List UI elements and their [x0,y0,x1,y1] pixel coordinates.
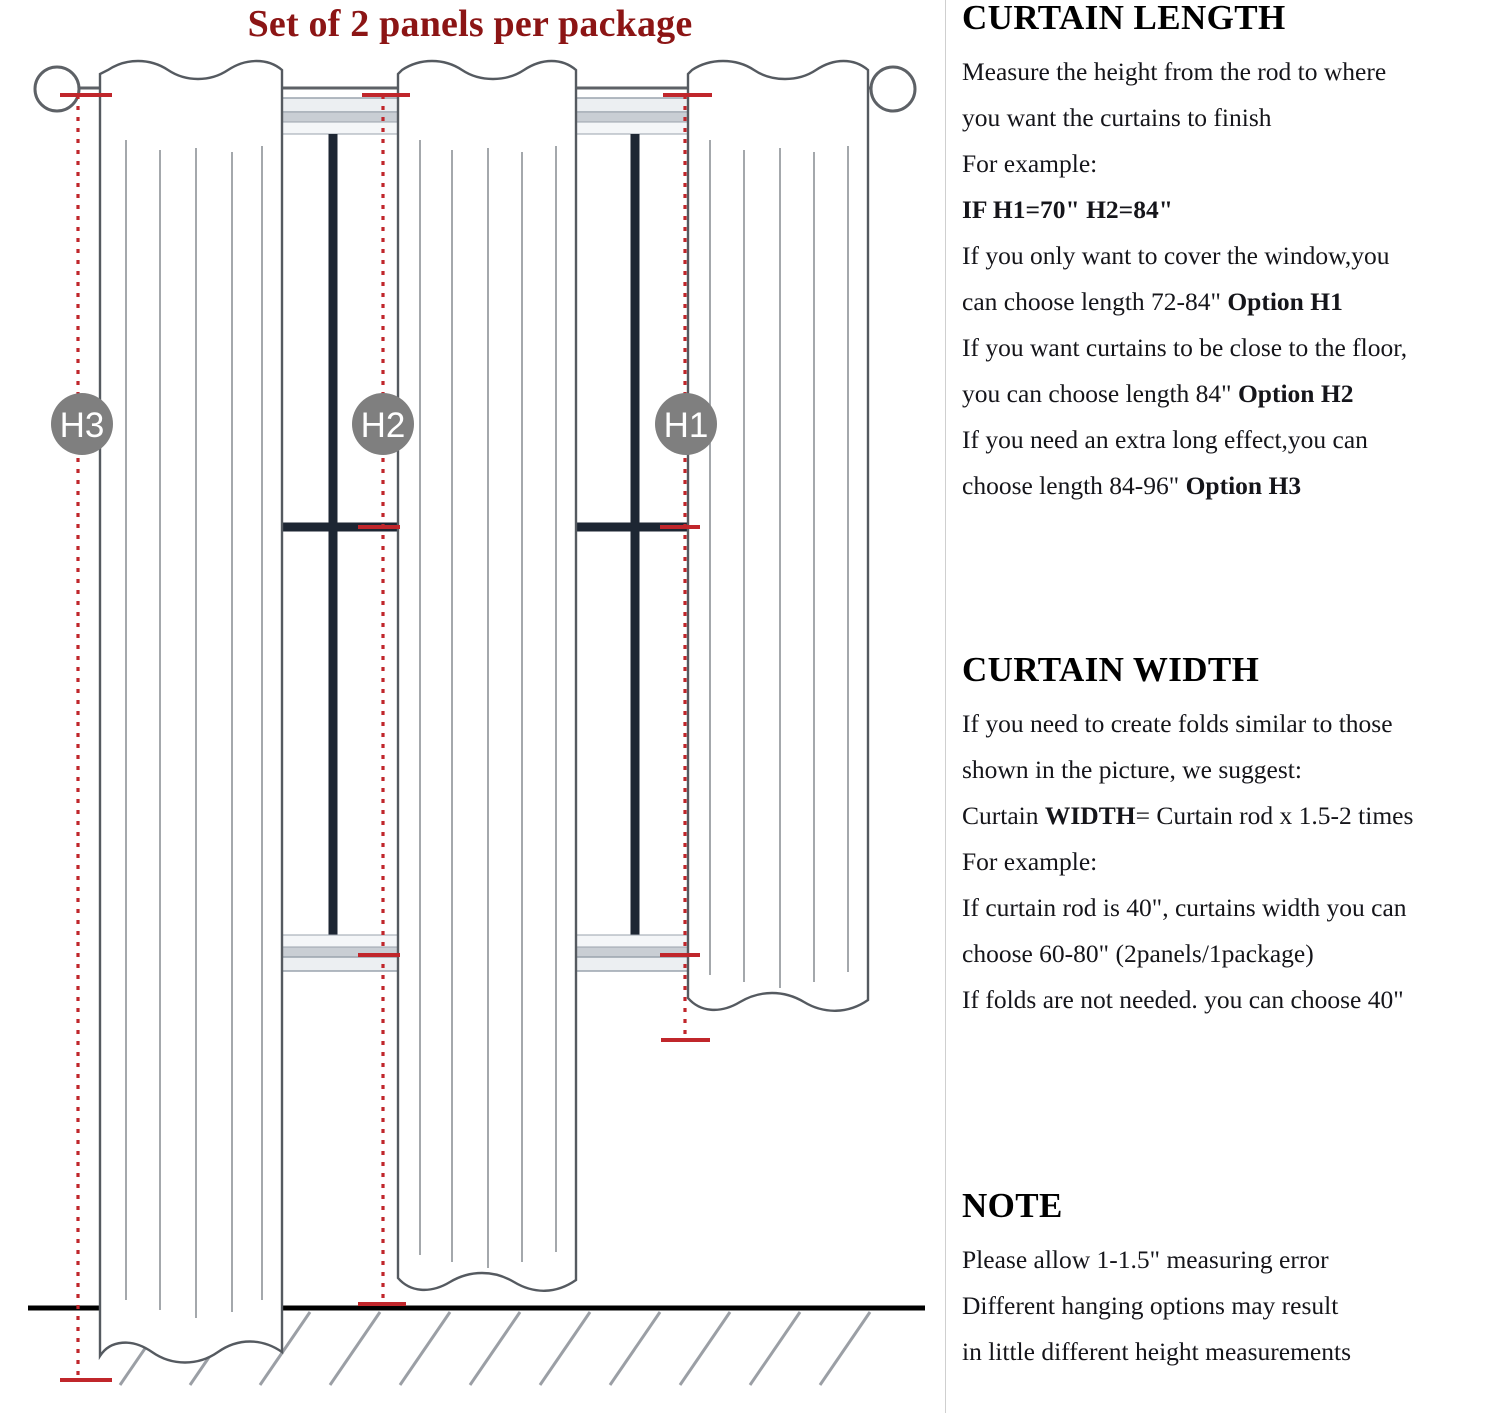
paragraph-line [962,1329,1490,1375]
paragraph-line [962,839,1490,885]
emphasis-text: Option H3 [1185,470,1302,500]
body-text: For example: [962,846,1098,876]
body-text: If you need an extra long effect,you can [962,424,1368,454]
window-right [570,98,688,971]
paragraph-line [962,279,1490,325]
section-curtain-width [962,652,1490,1023]
paragraph-line [962,233,1490,279]
diagram-title: Set of 2 panels per package [247,3,693,45]
body-text: If you need to create folds similar to those [962,708,1393,738]
body-text: If curtain rod is 40", curtains width you can [962,892,1407,922]
body-text: choose length 84-96" [962,470,1186,500]
section-note [962,1188,1490,1375]
label-badge-h3 [51,393,113,455]
body-text: shown in the picture, we suggest: [962,754,1302,784]
emphasis-text: Option H1 [1227,286,1343,316]
body-text: Please allow 1-1.5" measuring error [962,1244,1329,1274]
label-h3-text: H3 [59,406,105,445]
paragraph-line [962,1237,1490,1283]
label-h2-text: H2 [360,406,406,445]
paragraph-line [962,1283,1490,1329]
section-body-note [962,1237,1490,1375]
body-text: If you want curtains to be close to the floor, [962,332,1408,362]
emphasis-text: WIDTH [1044,800,1136,830]
paragraph-line [962,747,1490,793]
paragraph-line [962,977,1490,1023]
section-heading-curtain-width: CURTAIN WIDTH [962,650,1260,689]
body-text: = Curtain rod x 1.5-2 times [1135,800,1414,830]
body-text: in little different height measurements [962,1336,1351,1366]
label-badge-h1 [655,393,717,455]
section-body-curtain-width [962,701,1490,1023]
label-h1-text: H1 [663,406,709,445]
paragraph-line [962,701,1490,747]
paragraph-line [962,187,1490,233]
curtain-panel-long [100,61,282,1363]
paragraph-line [962,793,1490,839]
emphasis-text: Option H2 [1237,378,1354,408]
body-text: For example: [962,148,1098,178]
paragraph-line [962,931,1490,977]
column-divider [945,0,946,1413]
body-text: Measure the height from the rod to where [962,56,1387,86]
body-text: Different hanging options may result [962,1290,1339,1320]
body-text: If you only want to cover the window,you [962,240,1390,270]
paragraph-line [962,463,1490,509]
body-text: Curtain [962,800,1045,830]
section-body-curtain-length [962,49,1490,509]
paragraph-line [962,49,1490,95]
paragraph-line [962,325,1490,371]
section-heading-curtain-length: CURTAIN LENGTH [962,0,1286,37]
section-heading-note: NOTE [962,1186,1063,1225]
body-text: can choose length 72-84" [962,286,1228,316]
curtain-panel-window [688,61,868,1011]
paragraph-line [962,417,1490,463]
paragraph-line [962,141,1490,187]
emphasis-text: IF H1=70" H2=84" [962,194,1173,224]
paragraph-line [962,371,1490,417]
paragraph-line [962,95,1490,141]
section-curtain-length [962,0,1490,509]
instructions-panel [962,0,1490,1413]
body-text: you want the curtains to finish [962,102,1272,132]
body-text: choose 60-80" (2panels/1package) [962,938,1314,968]
body-text: you can choose length 84" [962,378,1238,408]
body-text: If folds are not needed. you can choose 40" [962,984,1404,1014]
paragraph-line [962,885,1490,931]
label-badge-h2 [352,393,414,455]
curtain-panel-floor [398,61,576,1291]
window-left [268,98,398,971]
